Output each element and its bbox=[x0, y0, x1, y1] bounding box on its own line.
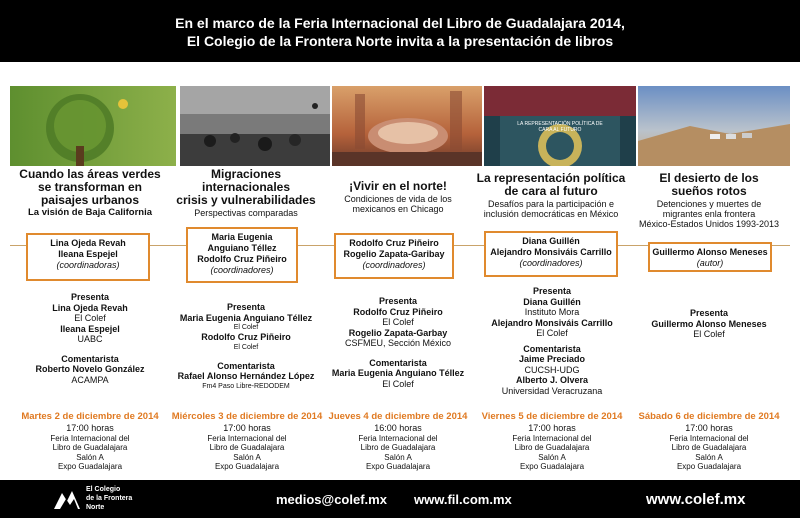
book-4-venue bbox=[470, 424, 634, 472]
logo-text-line: de la Frontera bbox=[86, 495, 133, 502]
event-time: 17:00 horas bbox=[685, 423, 733, 433]
comentarista-label: Comentarista bbox=[217, 360, 275, 371]
commentator-institution: CUCSH-UDG bbox=[524, 364, 580, 375]
commentator-institution: Fm4 Paso Libre-REDODEM bbox=[202, 382, 290, 390]
book-5-title bbox=[628, 172, 790, 198]
event-time: 16:00 horas bbox=[374, 423, 422, 433]
cover-areas-verdes bbox=[10, 86, 176, 166]
venue-line: Libro de Guadalajara bbox=[52, 443, 128, 452]
presenter-institution: UABC bbox=[77, 334, 103, 344]
author-name: Rodolfo Cruz Piñeiro bbox=[349, 238, 439, 248]
author-name: Maria Eugenia bbox=[211, 232, 273, 242]
book-4-subtitle-line: Desafíos para la participación e bbox=[487, 199, 615, 209]
author-name: Rodolfo Cruz Piñeiro bbox=[197, 254, 287, 264]
book-3-authors-box bbox=[334, 233, 454, 279]
venue-line: Libro de Guadalajara bbox=[514, 443, 590, 452]
presenter-institution: El Colef bbox=[382, 317, 414, 327]
cover-desierto bbox=[638, 86, 790, 166]
author-name: Alejandro Monsiváis Carrillo bbox=[490, 247, 612, 257]
book-4-title-line: La representación política bbox=[476, 171, 626, 185]
commentator-name: Rafael Alonso Hernández López bbox=[177, 371, 315, 381]
book-3-subtitle-line: Condiciones de vida de los bbox=[344, 194, 452, 204]
colef-logo-text bbox=[86, 485, 132, 512]
book-1-subtitle: La visión de Baja California bbox=[27, 207, 153, 218]
book-2-subtitle: Perspectivas comparadas bbox=[194, 208, 298, 218]
author-role: (coordinadoras) bbox=[56, 260, 120, 270]
footer-bar bbox=[0, 480, 800, 518]
book-2-title-line: Migraciones bbox=[210, 167, 282, 181]
presenter-institution: Instituto Mora bbox=[524, 307, 580, 317]
book-4-presenters bbox=[470, 286, 634, 396]
book-2-title-line: internacionales bbox=[201, 180, 291, 194]
book-2-venue bbox=[164, 424, 330, 472]
footer-email-link[interactable]: medios@colef.mx bbox=[276, 492, 387, 507]
book-5-presenters bbox=[628, 308, 790, 340]
book-1-venue bbox=[10, 424, 170, 472]
presenter-institution: El Colef bbox=[536, 328, 568, 338]
presenta-label: Presenta bbox=[378, 296, 418, 306]
book-1-title-line: paisajes urbanos bbox=[40, 193, 140, 207]
book-covers-band bbox=[10, 86, 790, 166]
venue-line: Libro de Guadalajara bbox=[360, 443, 436, 452]
presenta-label: Presenta bbox=[70, 292, 110, 302]
venue-line: Salón A bbox=[233, 452, 261, 462]
covers-strip bbox=[10, 86, 790, 166]
book-3-subtitle bbox=[322, 194, 474, 214]
book-3-presenters bbox=[318, 296, 478, 389]
presenta-label: Presenta bbox=[689, 308, 729, 318]
venue-line: Feria Internacional del bbox=[512, 433, 592, 443]
event-time: 17:00 horas bbox=[66, 423, 114, 433]
venue-line: Feria Internacional del bbox=[50, 433, 130, 443]
commentator-institution: El Colef bbox=[382, 378, 414, 389]
book-2-presenters bbox=[166, 302, 326, 391]
cover-4-title-text: LA REPRESENTACIÓN POLÍTICA DE CARA AL FUTURO bbox=[517, 121, 603, 133]
event-time: 17:00 horas bbox=[528, 423, 576, 433]
presenter-name: Rodolfo Cruz Piñeiro bbox=[201, 332, 291, 342]
commentator-name: Alberto J. Olvera bbox=[515, 375, 589, 385]
presenter-institution: El Colef bbox=[693, 329, 725, 339]
venue-line: Expo Guadalajara bbox=[214, 462, 280, 471]
author-name: Lina Ojeda Revah bbox=[50, 238, 126, 248]
book-4-authors-box bbox=[484, 231, 618, 277]
book-5-title-line: sueños rotos bbox=[671, 184, 747, 198]
book-5-subtitle bbox=[628, 199, 790, 229]
cover-vivir-en-el-norte bbox=[332, 86, 482, 166]
cover-migraciones bbox=[180, 86, 330, 166]
book-1-date: Martes 2 de diciembre de 2014 bbox=[21, 411, 159, 422]
book-2-date: Miércoles 3 de diciembre de 2014 bbox=[171, 411, 323, 422]
venue-line: Feria Internacional del bbox=[669, 433, 749, 443]
logo-text-line: Norte bbox=[86, 504, 105, 511]
book-4-date: Viernes 5 de diciembre de 2014 bbox=[481, 411, 623, 422]
book-3-heading bbox=[322, 180, 474, 214]
presenter-name: Rodolfo Cruz Piñeiro bbox=[353, 306, 443, 317]
book-4-title-line: de cara al futuro bbox=[504, 184, 598, 198]
book-2-title-line: crisis y vulnerabilidades bbox=[176, 193, 316, 207]
header-line-2: El Colegio de la Frontera Norte invita a la presentación de libros bbox=[186, 33, 614, 49]
venue-line: Expo Guadalajara bbox=[676, 462, 742, 471]
book-5-title-line: El desierto de los bbox=[659, 171, 759, 185]
venue-line: Expo Guadalajara bbox=[519, 462, 585, 471]
venue-line: Libro de Guadalajara bbox=[671, 443, 747, 452]
author-role: (coordinadores) bbox=[362, 260, 426, 270]
venue-line: Feria Internacional del bbox=[358, 433, 438, 443]
presenter-name: Ileana Espejel bbox=[60, 323, 120, 334]
book-3-title: ¡Vivir en el norte! bbox=[349, 179, 447, 193]
book-1-heading bbox=[10, 168, 170, 218]
presenter-institution: El Colef bbox=[74, 313, 106, 323]
presenter-name: Rogelio Zapata-Garbay bbox=[348, 327, 448, 338]
venue-line: Salón A bbox=[76, 452, 104, 462]
comentarista-label: Comentarista bbox=[523, 343, 581, 354]
author-name: Ileana Espejel bbox=[58, 249, 118, 259]
presenter-institution: CSFMEU, Sección México bbox=[344, 338, 452, 348]
commentator-name: Jaime Preciado bbox=[518, 354, 586, 364]
book-3-subtitle-line: mexicanos en Chicago bbox=[352, 204, 444, 214]
book-1-title bbox=[10, 168, 170, 207]
book-1-authors-box bbox=[26, 233, 150, 281]
commentator-institution: Universidad Veracruzana bbox=[501, 385, 603, 396]
book-5-date: Sábado 6 de diciembre de 2014 bbox=[638, 411, 780, 422]
venue-line: Feria Internacional del bbox=[207, 433, 287, 443]
book-5-subtitle-line: México-Estados Unidos 1993-2013 bbox=[638, 219, 780, 229]
commentator-name: Roberto Novelo González bbox=[35, 364, 145, 374]
venue-line: Expo Guadalajara bbox=[57, 462, 123, 471]
comentarista-label: Comentarista bbox=[61, 353, 119, 364]
author-role: (coordinadores) bbox=[210, 265, 274, 275]
book-5-heading bbox=[628, 172, 790, 229]
book-5-authors-box bbox=[648, 242, 772, 272]
commentator-name: Maria Eugenia Anguiano Téllez bbox=[331, 368, 465, 378]
footer-fil-link[interactable]: www.fil.com.mx bbox=[414, 492, 512, 507]
presenta-label: Presenta bbox=[226, 302, 266, 312]
venue-line: Salón A bbox=[538, 452, 566, 462]
book-3-date: Jueves 4 de diciembre de 2014 bbox=[328, 411, 468, 422]
presenter-name: Maria Eugenia Anguiano Téllez bbox=[179, 312, 313, 323]
footer-colef-link[interactable]: www.colef.mx bbox=[646, 491, 746, 508]
author-role: (autor) bbox=[696, 258, 724, 268]
book-3-venue bbox=[318, 424, 478, 472]
venue-line: Libro de Guadalajara bbox=[209, 443, 285, 452]
author-name: Anguiano Téllez bbox=[207, 243, 277, 253]
presenta-label: Presenta bbox=[532, 286, 572, 296]
presenter-name: Guillermo Alonso Meneses bbox=[651, 318, 767, 329]
presenter-name: Alejandro Monsiváis Carrillo bbox=[491, 317, 613, 328]
author-name: Rogelio Zapata-Garibay bbox=[343, 249, 445, 259]
presenter-name: Lina Ojeda Revah bbox=[52, 302, 128, 313]
book-5-subtitle-line: migrantes enla frontera bbox=[662, 209, 756, 219]
commentator-institution: ACAMPA bbox=[71, 374, 109, 385]
comentarista-label: Comentarista bbox=[369, 357, 427, 368]
book-1-title-line: Cuando las áreas verdes bbox=[19, 167, 161, 181]
book-1-title-line: se transforman en bbox=[37, 180, 143, 194]
author-name: Guillermo Alonso Meneses bbox=[652, 247, 768, 257]
presenter-institution: El Colef bbox=[233, 343, 259, 351]
venue-line: Expo Guadalajara bbox=[365, 462, 431, 471]
author-role: (coordinadores) bbox=[519, 258, 583, 268]
book-5-venue bbox=[628, 424, 790, 472]
header-line-1: En el marco de la Feria Internacional del Libro de Guadalajara 2014, bbox=[175, 15, 625, 31]
author-name: Diana Guillén bbox=[522, 236, 580, 246]
presenter-institution: El Colef bbox=[233, 324, 259, 331]
book-5-subtitle-line: Detenciones y muertes de bbox=[656, 199, 762, 209]
venue-line: Salón A bbox=[384, 452, 412, 462]
book-1-presenters bbox=[10, 292, 170, 385]
header-banner bbox=[0, 0, 800, 62]
book-4-title bbox=[474, 172, 628, 198]
book-4-heading bbox=[474, 172, 628, 219]
book-2-heading bbox=[170, 168, 322, 218]
presenter-name: Diana Guillén bbox=[523, 296, 581, 307]
book-2-authors-box bbox=[186, 227, 298, 283]
logo-text-line: El Colegio bbox=[86, 486, 121, 493]
colef-logo-icon bbox=[52, 485, 82, 513]
book-2-title bbox=[170, 168, 322, 207]
book-4-subtitle bbox=[474, 199, 628, 219]
event-time: 17:00 horas bbox=[223, 423, 271, 433]
book-4-subtitle-line: inclusión democráticas en México bbox=[483, 209, 619, 219]
venue-line: Salón A bbox=[695, 452, 723, 462]
